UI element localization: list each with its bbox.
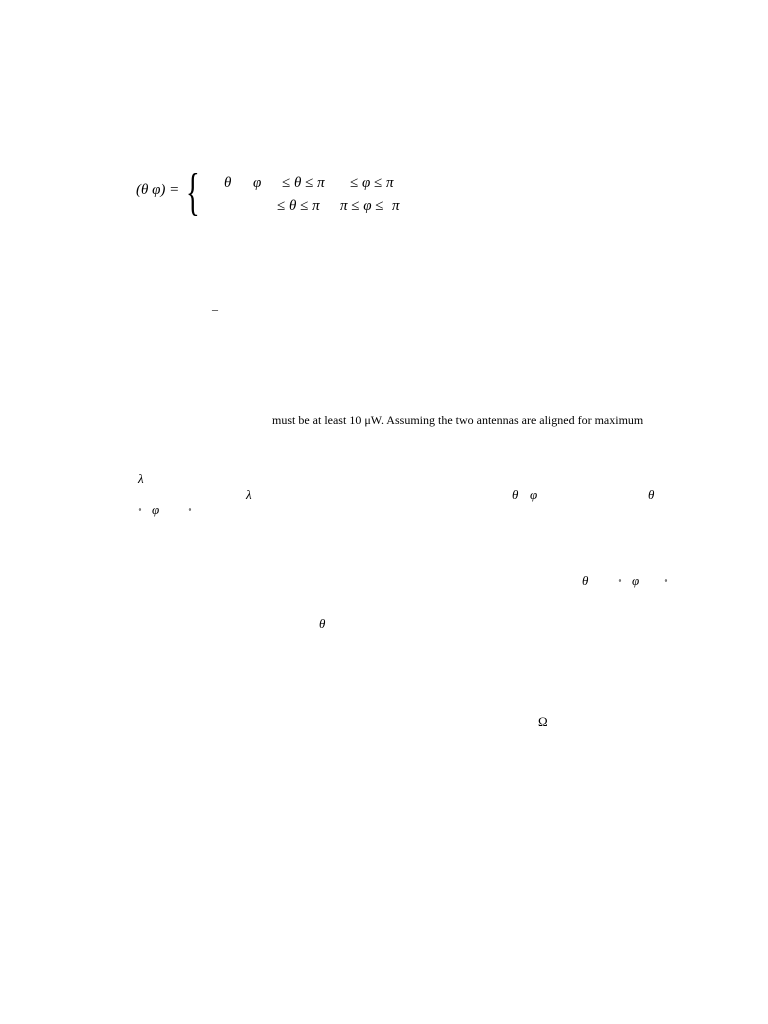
theta-symbol: θ bbox=[582, 573, 589, 588]
equation-row1-phi: φ bbox=[253, 175, 262, 191]
degree-symbol: ∘ bbox=[188, 505, 192, 514]
phi-symbol: φ bbox=[632, 573, 640, 588]
lambda-symbol: λ bbox=[246, 487, 252, 502]
equation-row2-pi: π bbox=[392, 198, 400, 214]
phi-symbol: φ bbox=[152, 502, 160, 517]
dash-fragment: – bbox=[212, 302, 218, 316]
body-text-line: must be at least 10 μW. Assuming the two antennas are aligned for maximum bbox=[272, 413, 644, 427]
equation-row1-phi-range: ≤ φ ≤ π bbox=[350, 175, 394, 191]
equation-row1-theta-range: ≤ θ ≤ π bbox=[282, 175, 325, 191]
degree-symbol: ∘ bbox=[618, 576, 622, 585]
degree-symbol: ∘ bbox=[664, 576, 668, 585]
theta-symbol: θ bbox=[512, 487, 519, 502]
equation-row1-theta: θ bbox=[224, 175, 232, 191]
equation-row2-phi-range: π ≤ φ ≤ bbox=[340, 198, 384, 214]
lambda-symbol: λ bbox=[138, 471, 144, 486]
theta-symbol: θ bbox=[319, 616, 326, 631]
equation-row2-theta-range: ≤ θ ≤ π bbox=[277, 198, 320, 214]
phi-symbol: φ bbox=[530, 487, 538, 502]
theta-symbol: θ bbox=[648, 487, 655, 502]
degree-symbol: ∘ bbox=[138, 505, 142, 514]
equation-brace: { bbox=[186, 164, 200, 221]
equation-lhs: (θ φ) = bbox=[136, 182, 180, 198]
omega-symbol: Ω bbox=[538, 714, 548, 729]
